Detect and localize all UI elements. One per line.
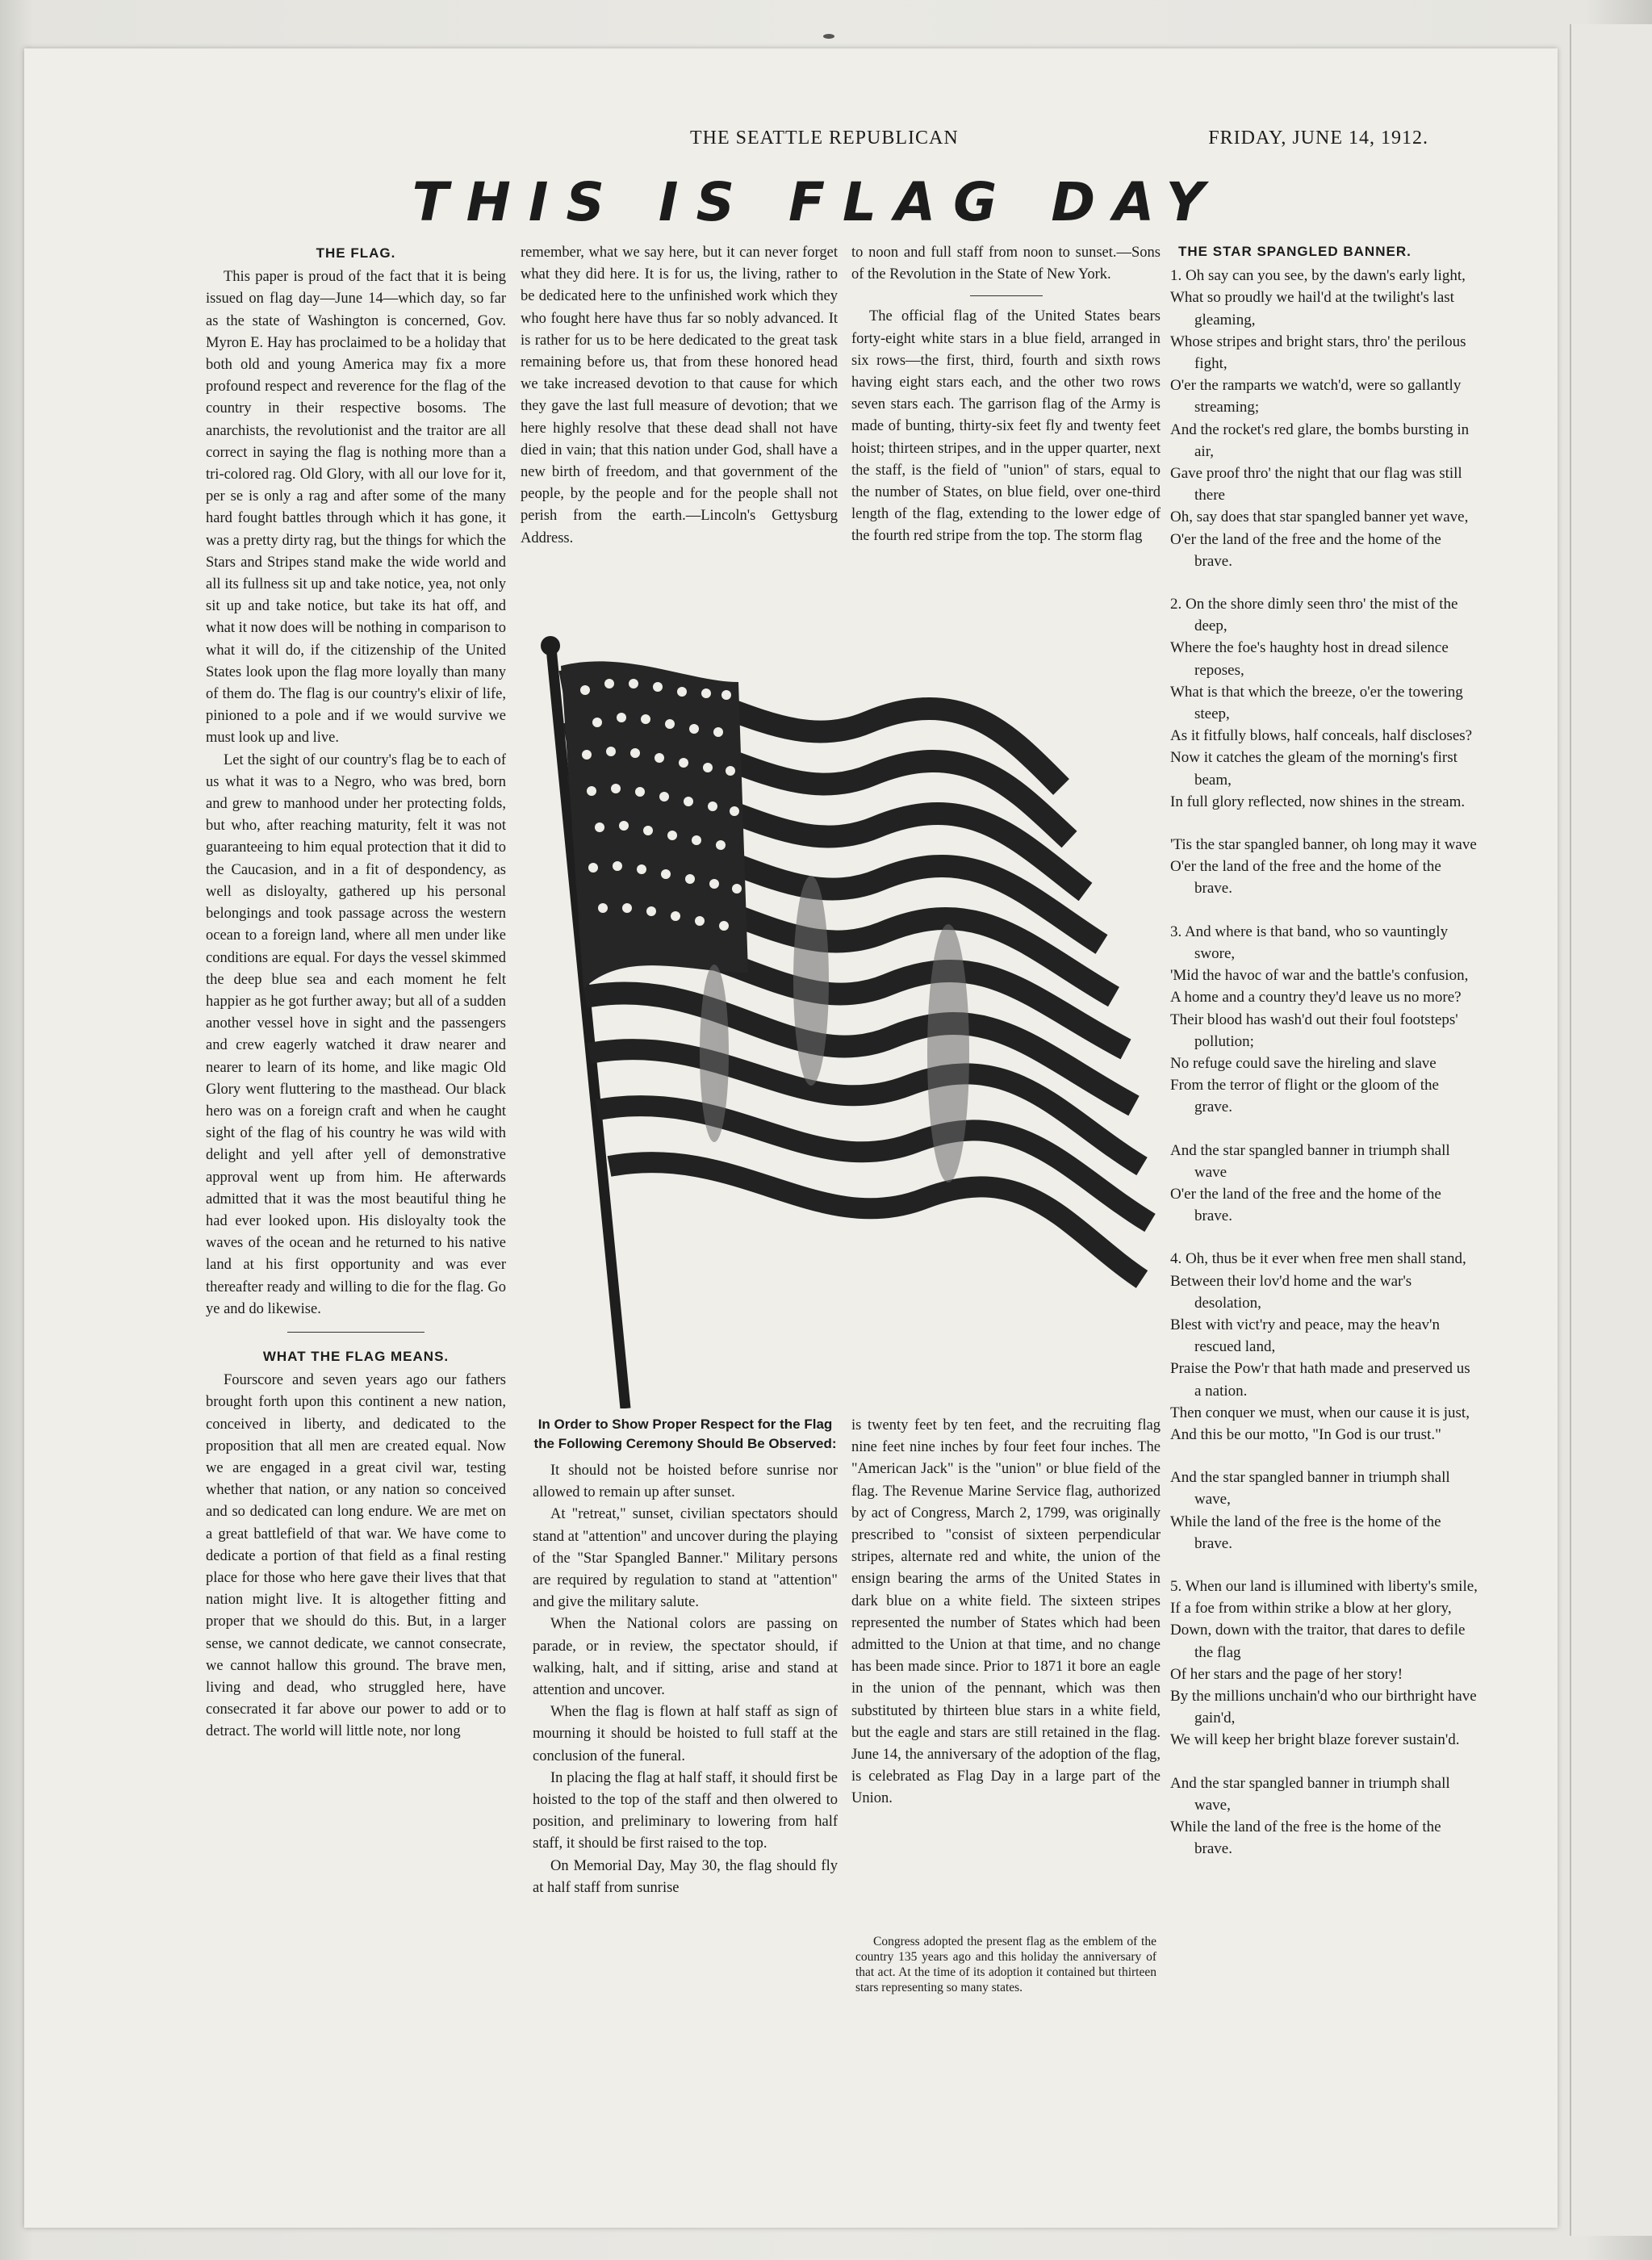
headline: THIS IS FLAG DAY xyxy=(412,171,1223,233)
anthem-line: O'er the land of the free and the home of the brave. xyxy=(1170,1185,1441,1225)
anthem-heading: THE STAR SPANGLED BANNER. xyxy=(1178,244,1412,259)
anthem-line: While the land of the free is the home of the brave. xyxy=(1170,1513,1441,1552)
article-paragraph: In placing the flag at half staff, it should first be hoisted to the top of the staff and then olwered to position, and preliminary to lowering from half staff, it should be first raised to the top. xyxy=(533,1769,838,1852)
anthem-line: Blest with vict'ry and peace, may the heav'n rescued land, xyxy=(1170,1316,1440,1356)
american-flag-illustration xyxy=(529,634,1174,1408)
anthem-line: By the millions unchain'd who our birthright have gain'd, xyxy=(1170,1687,1477,1727)
anthem-line: Down, down with the traitor, that dares to defile the flag xyxy=(1170,1622,1466,1661)
article-paragraph: It should not be hoisted before sunrise nor allowed to remain up after sunset. xyxy=(533,1463,838,1501)
anthem-verse xyxy=(1170,921,1479,1119)
article-paragraph: On Memorial Day, May 30, the flag should fly at half staff from sunrise xyxy=(533,1857,838,1896)
anthem-line: Of her stars and the page of her story! xyxy=(1170,1665,1403,1683)
anthem-line: O'er the ramparts we watch'd, were so gallantly streaming; xyxy=(1170,377,1462,416)
anthem-line: 5. When our land is illumined with liberty's smile, xyxy=(1170,1577,1478,1595)
anthem-line: Then conquer we must, when our cause it is just, xyxy=(1170,1404,1470,1421)
anthem-line: 'Tis the star spangled banner, oh long may it wave xyxy=(1170,836,1477,854)
congress-note xyxy=(855,1934,1156,1995)
anthem-line: Oh, say does that star spangled banner yet wave, xyxy=(1170,508,1469,526)
article-paragraph: to noon and full staff from noon to sunset.—Sons of the Revolution in the State of New York. xyxy=(851,245,1161,283)
anthem-line: O'er the land of the free and the home of the brave. xyxy=(1170,858,1441,898)
anthem-line: Whose stripes and bright stars, thro' the perilous fight, xyxy=(1170,333,1466,373)
anthem-line: And the star spangled banner in triumph shall wave, xyxy=(1170,1469,1450,1509)
article-heading-the-flag: THE FLAG. xyxy=(316,245,396,261)
article-paragraph: This paper is proud of the fact that it is being issued on flag day—June 14—which day, so far as the state of Washington is concerned, Gov. Myron E. Hay has proclaimed to be a holiday that both old and young America may fix a more profound respect and reverence for the flag of the country in their respective bosoms. The anarchists, the revolutionist and the traitor are all correct in saying the flag is nothing more than a tri-colored rag. Old Glory, with all our love for it, per se is only a rag and after some of the many hard fought battles through which it has gone, it was a pretty dirty rag, but the things for which the Stars and Stripes stand make the wide world and all its fullness sit up and take notice, yea, not only sit up and take notice, but take its hat off, and what it now does will be nothing in comparison to what it will do, if the citizenship of the United States look upon the flag more loyally than many of them do. The flag is our country's elixir of life, pinioned to a pole and if we would survive we must look up and live. xyxy=(206,269,506,747)
anthem-line: 4. Oh, thus be it ever when free men shall stand, xyxy=(1170,1250,1466,1268)
anthem-line: From the terror of flight or the gloom of the grave. xyxy=(1170,1077,1439,1116)
article-paragraph: remember, what we say here, but it can never forget what they did here. It is for us, the living, rather to be dedicated here to the unfinished work which they who fought here have thus far so nobly advanced. It is rather for us to be here dedicated to the great task remaining before us, that from these honored head we take increased devotion to that cause for which they gave the last full measure of devotion; that we here highly resolve that these dead shall not have died in vain; that this nation under God, shall have a new birth of freedom, and that government of the people, by the people and for the people shall not perish from the earth.—Lincoln's Gettysburg Address. xyxy=(521,245,838,546)
newspaper-name: THE SEATTLE REPUBLICAN xyxy=(690,128,959,149)
anthem-verse xyxy=(1170,1467,1479,1555)
anthem-line: If a foe from within strike a blow at her glory, xyxy=(1170,1600,1452,1618)
anthem-line: 'Mid the havoc of war and the battle's confusion, xyxy=(1170,967,1469,985)
article-paragraph: When the flag is flown at half staff as sign of mourning it should be hoisted to full staff at the conclusion of the funeral. xyxy=(533,1704,838,1764)
adjacent-page-edge xyxy=(1570,24,1652,2236)
article-heading-what-the-flag-means: WHAT THE FLAG MEANS. xyxy=(262,1348,450,1364)
anthem-line: We will keep her bright blaze forever sustain'd. xyxy=(1170,1731,1460,1749)
column-flag-ceremony xyxy=(533,1415,838,2044)
anthem-line: Between their lov'd home and the war's desolation, xyxy=(1170,1272,1412,1312)
anthem-line: And the star spangled banner in triumph shall wave, xyxy=(1170,1774,1450,1814)
column-gettysburg-continued xyxy=(521,242,838,630)
anthem-line: Gave proof thro' the night that our flag was still there xyxy=(1170,465,1462,504)
column-star-spangled-banner xyxy=(1170,241,1479,2049)
anthem-verse xyxy=(1170,834,1479,900)
ceremony-caption: In Order to Show Proper Respect for the Flag the Following Ceremony Should Be Observed: xyxy=(533,1417,837,1451)
anthem-line: O'er the land of the free and the home of the brave. xyxy=(1170,530,1441,570)
anthem-line: Their blood has wash'd out their foul footsteps' pollution; xyxy=(1170,1011,1458,1050)
column-storm-flag-continued xyxy=(851,1415,1161,1851)
anthem-line: In full glory reflected, now shines in the stream. xyxy=(1170,793,1466,810)
anthem-verses xyxy=(1170,265,1479,1860)
anthem-line: A home and a country they'd leave us no more? xyxy=(1170,989,1462,1007)
anthem-line: And the rocket's red glare, the bombs bursting in air, xyxy=(1170,421,1470,460)
anthem-line: What is that which the breeze, o'er the towering steep, xyxy=(1170,683,1463,723)
article-paragraph: Let the sight of our country's flag be to each of us what it was to a Negro, who was bred, born and grew to manhood under her protecting folds, but who, after reaching maturity, felt it was not guaranteeing to him equal protection that it did to the Caucasion, and in a fit of despondency, as well as disloyalty, gathered up his personal belongings and took passage across the western ocean to a foreign land, where all men under like conditions are equal. For days the vessel skimmed the deep blue sea and each moment he felt happier as he got further away; but all of a sudden another vessel hove in sight and the passengers and crew eagerly watched it draw nearer and nearer to learn of its home, and like magic Old Glory went fluttering to the masthead. Our black hero was on a foreign craft and when he caught sight of the flag of his country he was wild with delight and yell after yell of demonstrative approval went up from him. He afterwards admitted that it was the most beautiful thing he had ever looked upon. His disloyalty took the waves of the ocean and he returned to his native land at his first opportunity and was ever thereafter ready and willing to die for the flag. Go ye and do likewise. xyxy=(206,751,506,1317)
anthem-line: Where the foe's haughty host in dread silence reposes, xyxy=(1170,639,1449,679)
flag-union xyxy=(561,661,748,989)
anthem-line: 1. Oh say can you see, by the dawn's early light, xyxy=(1170,267,1466,285)
article-paragraph: is twenty feet by ten feet, and the recruiting flag nine feet nine inches by four feet four inches. The "American Jack" is the "union" or blue field of the flag. The Revenue Marine Service flag, authorized by act of Congress, March 2, 1799, was originally prescribed to "consist of sixteen perpendicular stripes, alternate red and white, the union of the ensign bearing the arms of the United States in dark blue on a white field. The sixteen stripes represented the number of States which had been admitted to the Union at that time, and no change has been made since. Prior to 1871 it bore an eagle in the union of the pennant, which was then substituted by thirteen blue stars in a white field, but the eagle and stars are still retained in the flag. June 14, the anniversary of the adoption of the flag, is celebrated as Flag Day in a large part of the Union. xyxy=(851,1417,1161,1807)
article-paragraph: When the National colors are passing on parade, or in review, the spectator should, if walking, halt, and if sitting, arise and stand at attention and uncover. xyxy=(533,1616,838,1699)
anthem-verse xyxy=(1170,1576,1479,1752)
column-official-flag xyxy=(851,242,1161,630)
issue-date: FRIDAY, JUNE 14, 1912. xyxy=(1208,128,1428,149)
anthem-verse xyxy=(1170,1772,1479,1860)
anthem-line: And the star spangled banner in triumph shall wave xyxy=(1170,1141,1450,1181)
anthem-line: And this be our motto, "In God is our trust." xyxy=(1170,1425,1441,1443)
scan-speck xyxy=(823,34,834,39)
anthem-line: 2. On the shore dimly seen thro' the mist of the deep, xyxy=(1170,596,1458,635)
anthem-line: Praise the Pow'r that hath made and preserved us a nation. xyxy=(1170,1360,1470,1400)
page-header xyxy=(206,128,1428,160)
flag-lower-stripes xyxy=(589,1049,1150,1279)
anthem-line: Now it catches the gleam of the morning's first beam, xyxy=(1170,749,1458,789)
divider xyxy=(287,1332,425,1333)
anthem-line: As it fitfully blows, half conceals, half discloses? xyxy=(1170,727,1473,745)
anthem-verse xyxy=(1170,265,1479,572)
anthem-verse xyxy=(1170,593,1479,813)
anthem-line: 3. And where is that band, who so vauntingly swore, xyxy=(1170,923,1449,962)
article-paragraph: At "retreat," sunset, civilian spectators should stand at "attention" and uncover during the playing of the "Star Spangled Banner." Military persons are required by regulation to stand at "attention" and give the military salute. xyxy=(533,1506,838,1611)
column-the-flag xyxy=(206,242,506,2042)
article-paragraph: The official flag of the United States bears forty-eight white stars in a blue field, arranged in six rows—the first, third, fourth and sixth rows having eight stars each, and the other two rows seven stars each. The garrison flag of the Army is made of bunting, thirty-six feet fly and twenty feet hoist; thirteen stripes, and in the upper quarter, next the staff, is the field of "union" of stars, equal to the number of States, on blue field, over one-third length of the flag, extending to the lower edge of the fourth red stripe from the top. The storm flag xyxy=(851,308,1161,545)
divider xyxy=(970,295,1043,296)
article-paragraph: Fourscore and seven years ago our fathers brought forth upon this continent a new nation, conceived in liberty, and dedicated to the proposition that all men are created equal. Now we are engaged in a great civil war, testing whether that nation, or any nation so conceived and so dedicated can long endure. We are met on a great battlefield of that war. We have come to dedicate a portion of that field as a final resting place for those who here gave their lives that that nation might live. It is altogether fitting and proper that we should do this. But, in a larger sense, we cannot dedicate, we cannot consecrate, we cannot hallow this ground. The brave men, living and dead, who struggled here, have consecrated it far above our power to add or to detract. The world will little note, nor long xyxy=(206,1372,506,1740)
anthem-line: While the land of the free is the home of the brave. xyxy=(1170,1818,1441,1858)
flag-pole-finial xyxy=(541,636,560,655)
note-text: Congress adopted the present flag as the emblem of the country 135 years ago and this holiday the anniversary of that act. At the time of its adoption it contained but thirteen stars representing so many states. xyxy=(855,1935,1156,1994)
anthem-line: What so proudly we hail'd at the twilight's last gleaming, xyxy=(1170,289,1454,329)
anthem-verse xyxy=(1170,1248,1479,1446)
anthem-line: No refuge could save the hireling and slave xyxy=(1170,1054,1437,1072)
anthem-verse xyxy=(1170,1140,1479,1228)
